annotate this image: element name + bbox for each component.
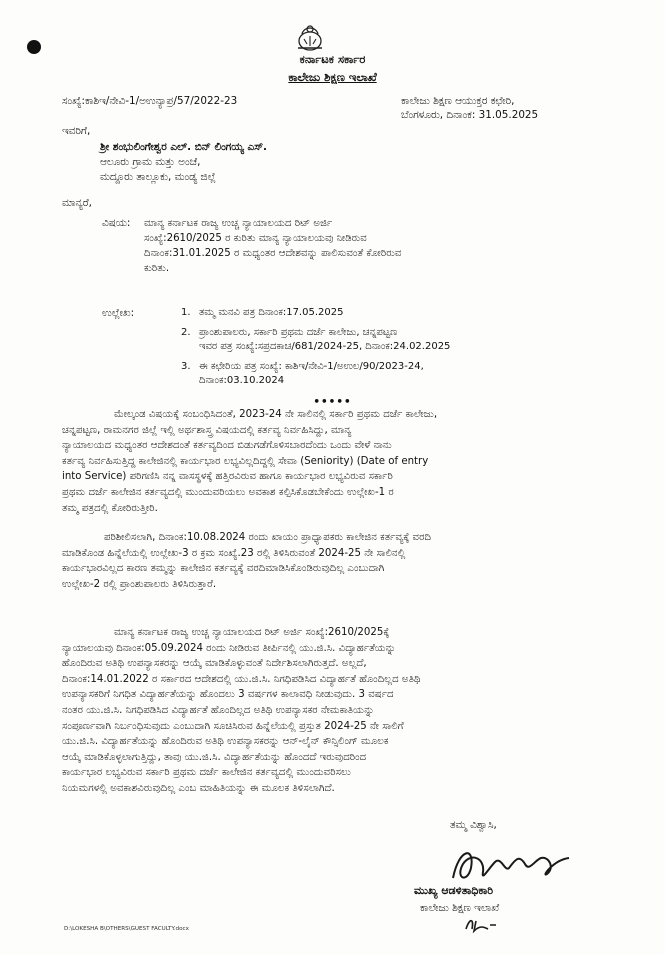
subject-line: ಕುರಿತು. <box>144 263 170 274</box>
paragraph-line: ಪರಿಶೀಲಿಸಲಾಗಿ, ದಿನಾಂಕ:10.08.2024 ರಂದು ಖಾಯಂ ಪ್ರಾಧ್ಯಾಪಕರು ಕಾಲೇಜಿನ ಕರ್ತವ್ಯಕ್ಕೆ ವರದಿ <box>104 532 432 543</box>
body-paragraph-3 <box>62 625 617 797</box>
paragraph-line: ಯು.ಜಿ.ಸಿ. ವಿದ್ಯಾರ್ಹತೆಯನ್ನು ಹೊಂದಿರುವ ಅತಿಥಿ ಉಪನ್ಯಾಸಕರನ್ನು ಆನ್-ಲೈನ್ ಕೌನ್ಸಿಲಿಂಗ್ ಮೂಲಕ <box>62 736 389 748</box>
paragraph-line: ನ್ಯಾಯಾಲಯದ ಮಧ್ಯಂತರ ಆದೇಶದಂತೆ ಕರ್ತವ್ಯದಿಂದ ಬಿಡುಗಡೆಗೊಳಿಸಬಾರದೆಂದು ಒಂದು ವೇಳೆ ನಾನು <box>62 440 392 452</box>
reference-item: 2. ಪ್ರಾಂಶುಪಾಲರು, ಸರ್ಕಾರಿ ಪ್ರಥಮ ದರ್ಜೆ ಕಾಲೇಜು, ಚನ್ನಪಟ್ಟಣ <box>181 326 398 338</box>
issuing-office: ಕಾಲೇಜು ಶಿಕ್ಷಣ ಆಯುಕ್ತರ ಕಛೇರಿ, <box>401 95 515 107</box>
recipient-name: ಶ್ರೀ ಶಂಭುಲಿಂಗೇಶ್ವರ ಎಲ್. ಬಿನ್ ಲಿಂಗಯ್ಯ ಎಸ್. <box>100 141 267 153</box>
paragraph-line: ಉಪನ್ಯಾಸಕರಿಗೆ ನಿಗಧಿತ ವಿದ್ಯಾರ್ಹತೆಯನ್ನು ಹೊಂದಲು 3 ವರ್ಷಗಳ ಕಾಲಾವಧಿ ನೀಡುವುದು. 3 ವರ್ಷದ <box>62 689 394 701</box>
paragraph-line: ಚನ್ನಪಟ್ಟಣ, ರಾಮನಗರ ಜಿಲ್ಲೆ ಇಲ್ಲಿ ಅರ್ಥಶಾಸ್ತ್ರ ವಿಷಯದಲ್ಲಿ ಕರ್ತವ್ಯ ನಿರ್ವಹಿಸಿದ್ದು, ಮಾನ್ಯ <box>62 424 352 436</box>
file-path-footer: D:\LOKESHA B\OTHERS\GUEST FACULTY.docx <box>64 926 189 932</box>
reference-item-line: ಇವರ ಪತ್ರ ಸಂಖ್ಯೆ:ಸಪ್ರದಕಾಚ/681/2024-25, ದಿನಾಂಕ:24.02.2025 <box>199 341 451 352</box>
recipient-address-line2: ಮದ್ದೂರು ತಾಲ್ಲೂಕು, ಮಂಡ್ಯ ಜಿಲ್ಲೆ <box>100 171 216 183</box>
subject-line: ಮಾನ್ಯ ಕರ್ನಾಟಕ ರಾಜ್ಯ ಉಚ್ಚ ನ್ಯಾಯಾಲಯದ ರಿಟ್ ಅರ್ಜಿ <box>144 218 333 229</box>
body-paragraph-2 <box>62 530 617 592</box>
paragraph-line: ನ್ಯಾಯಾಲಯವು ದಿನಾಂಕ:05.09.2024 ರಂದು ನೀಡಿರುವ ತೀರ್ಪಿನಲ್ಲಿ ಯು.ಜಿ.ಸಿ. ವಿದ್ಯಾರ್ಹತೆಯನ್ನು <box>62 642 396 654</box>
reference-item-line: ದಿನಾಂಕ:03.10.2024 <box>199 375 285 386</box>
paragraph-line: ನಿಯಮಗಳಲ್ಲಿ ಅವಕಾಶವಿರುವುದಿಲ್ಲ ಎಂಬ ಮಾಹಿತಿಯನ್ನು ಈ ಮೂಲಕ ತಿಳಿಸಲಾಗಿದೆ. <box>62 782 335 794</box>
closing-yours: ತಮ್ಮ ವಿಶ್ವಾಸಿ, <box>450 819 497 831</box>
initials-image <box>462 915 502 935</box>
department-heading: ಕಾಲೇಜು ಶಿಕ್ಷಣ ಇಲಾಖೆ <box>288 70 377 84</box>
paragraph-line: ದಿನಾಂಕ:14.01.2022 ರ ಸರ್ಕಾರದ ಆದೇಶದಲ್ಲಿ ಯು.ಜಿ.ಸಿ. ನಿಗಧಿಪಡಿಸಿದ ವಿದ್ಯಾರ್ಹತೆ ಹೊಂದಿಲ್ಲದ ಅತಿಥಿ <box>62 673 421 685</box>
paragraph-line: ಹೊಂದಿರುವ ಅತಿಥಿ ಉಪನ್ಯಾಸಕರನ್ನು ಆಯ್ಕೆ ಮಾಡಿಕೊಳ್ಳುವಂತೆ ನಿರ್ದೇಶಿಸಲಾಗಿರುತ್ತದೆ. ಅಲ್ಲದೆ, <box>62 658 367 670</box>
paragraph-line: ಕಾರ್ಯಭಾರವಿಲ್ಲದ ಕಾರಣ ತಮ್ಮನ್ನು ಕಾಲೇಜಿನ ಕರ್ತವ್ಯಕ್ಕೆ ವರದಿಮಾಡಿಸಿಕೊಂಡಿರುವುದಿಲ್ಲ ಎಂಬುದಾಗಿ <box>62 563 385 575</box>
body-paragraph-1 <box>62 407 617 516</box>
karnataka-emblem-icon <box>292 22 328 52</box>
place-date: ಬೆಂಗಳೂರು, ದಿನಾಂಕ: 31.05.2025 <box>401 109 539 121</box>
references-separator: ••••• <box>313 396 352 408</box>
salutation: ಮಾನ್ಯರೆ, <box>62 197 92 209</box>
paragraph-line: ಮೇಲ್ಕಂಡ ವಿಷಯಕ್ಕೆ ಸಂಬಂಧಿಸಿದಂತೆ, 2023-24 ನೇ ಸಾಲಿನಲ್ಲಿ ಸರ್ಕಾರಿ ಪ್ರಥಮ ದರ್ಜೆ ಕಾಲೇಜು, <box>114 409 438 420</box>
paragraph-line: ತಮ್ಮ ಪತ್ರದಲ್ಲಿ ಕೋರಿರುತ್ತೀರಿ. <box>62 502 158 514</box>
signatory-department: ಕಾಲೇಜು ಶಿಕ್ಷಣ ಇಲಾಖೆ <box>420 902 500 914</box>
reference-number: ಸಂಖ್ಯೆ:ಕಾಶಿಇ/ನೇವಿ-1/ಅಉನ್ಯಾಪ್ರ/57/2022-23 <box>62 95 238 107</box>
paragraph-line: ಮಾಡಿಕೊಂಡ ಹಿನ್ನೆಲೆಯಲ್ಲಿ ಉಲ್ಲೇಖ-3 ರ ಕ್ರಮ ಸಂಖ್ಯೆ.23 ರಲ್ಲಿ ತಿಳಿಸಿರುವಂತೆ 2024-25 ನೇ ಸಾಲಿನಲ್ಲಿ <box>62 547 406 559</box>
paragraph-line: ಸಂಪೂರ್ಣವಾಗಿ ನಿರ್ಬಂಧಿಸುವುದು ಎಂಬುದಾಗಿ ಸೂಚಿಸಿರುವ ಹಿನ್ನೆಲೆಯಲ್ಲಿ ಪ್ರಸ್ತುತ 2024-25 ನೇ ಸಾಲಿಗೆ <box>62 720 404 732</box>
paragraph-line: ಆಯ್ಕೆ ಮಾಡಿಕೊಳ್ಳಲಾಗುತ್ತಿದ್ದು, ತಾವು ಯು.ಜಿ.ಸಿ. ವಿದ್ಯಾರ್ಹತೆಯನ್ನು ಹೊಂದದೆ ಇರುವುದರಿಂದ <box>62 751 367 763</box>
paragraph-line: ನಂತರ ಯು.ಜಿ.ಸಿ. ನಿಗಧಿಪಡಿಸಿದ ವಿದ್ಯಾರ್ಹತೆ ಹೊಂದಿಲ್ಲದ ಅತಿಥಿ ಉಪನ್ಯಾಸಕರ ನೇಮಕಾತಿಯನ್ನು <box>62 704 375 716</box>
subject-line: ದಿನಾಂಕ:31.01.2025 ರ ಮಧ್ಯಂತರ ಆದೇಶವನ್ನು ಪಾಲಿಸುವಂತೆ ಕೋರಿರುವ <box>144 248 402 259</box>
reference-item: 1. ತಮ್ಮ ಮನವಿ ಪತ್ರ ದಿನಾಂಕ:17.05.2025 <box>181 307 344 318</box>
state-government-heading: ಕರ್ನಾಟಕ ಸರ್ಕಾರ <box>299 52 366 66</box>
recipient-to: ಇವರಿಗೆ, <box>62 125 91 137</box>
paragraph-line: ಮಾನ್ಯ ಕರ್ನಾಟಕ ರಾಜ್ಯ ಉಚ್ಚ ನ್ಯಾಯಾಲಯದ ರಿಟ್ ಅರ್ಜಿ ಸಂಖ್ಯೆ:2610/2025ಕ್ಕೆ <box>114 627 390 638</box>
references-list <box>181 306 450 389</box>
reference-item: 3. ಈ ಕಛೇರಿಯ ಪತ್ರ ಸಂಖ್ಯೆ: ಕಾಶಿಇ/ನೇವಿ-1/ಅಉಲ/90/2023-24, <box>181 360 424 372</box>
subject-text <box>144 216 574 276</box>
paragraph-line: ಪ್ರಥಮ ದರ್ಜೆ ಕಾಲೇಜಿನ ಕರ್ತವ್ಯದಲ್ಲಿ ಮುಂದುವರಿಯಲು ಅವಕಾಶ ಕಲ್ಪಿಸಿಕೊಡಬೇಕೆಂದು ಉಲ್ಲೇಖ-1 ರ <box>62 486 394 498</box>
recipient-address-line1: ಆಲೂರು ಗ್ರಾಮ ಮತ್ತು ಅಂಚೆ, <box>100 156 201 168</box>
paragraph-line: ಉಲ್ಲೇಖ-2 ರಲ್ಲಿ ಪ್ರಾಂಶುಪಾಲರು ತಿಳಿಸಿರುತ್ತಾರೆ. <box>62 578 217 590</box>
paragraph-line: into Service) ಪರಿಗಣಿಸಿ ನನ್ನ ವಾಸಸ್ಥಳಕ್ಕೆ ಹತ್ತಿರವಿರುವ ಹಾಗೂ ಕಾರ್ಯಭಾರ ಲಭ್ಯವಿರುವ ಸರ್ಕಾರಿ <box>62 471 393 483</box>
subject-label: ವಿಷಯ: <box>102 217 131 229</box>
paragraph-line: ಕಾರ್ಯಭಾರ ಲಭ್ಯವಿರುವ ಸರ್ಕಾರಿ ಪ್ರಥಮ ದರ್ಜೆ ಕಾಲೇಜಿನ ಕರ್ತವ್ಯದಲ್ಲಿ ಮುಂದುವರಿಸಲು <box>62 767 351 779</box>
signatory-designation: ಮುಖ್ಯ ಆಡಳಿತಾಧಿಕಾರಿ <box>414 884 494 897</box>
paragraph-line: ಕರ್ತವ್ಯ ನಿರ್ವಹಿಸುತ್ತಿದ್ದ ಕಾಲೇಜಿನಲ್ಲಿ ಕಾರ್ಯಭಾರ ಲಭ್ಯವಿಲ್ಲದಿದ್ದಲ್ಲಿ ಸೇವಾ (Seniority) (Date of entry <box>62 455 429 467</box>
references-label: ಉಲ್ಲೇಖ: <box>102 307 135 319</box>
subject-line: ಸಂಖ್ಯೆ:2610/2025 ರ ಕುರಿತು ಮಾನ್ಯ ನ್ಯಾಯಾಲಯವು ನೀಡಿರುವ <box>144 233 367 244</box>
